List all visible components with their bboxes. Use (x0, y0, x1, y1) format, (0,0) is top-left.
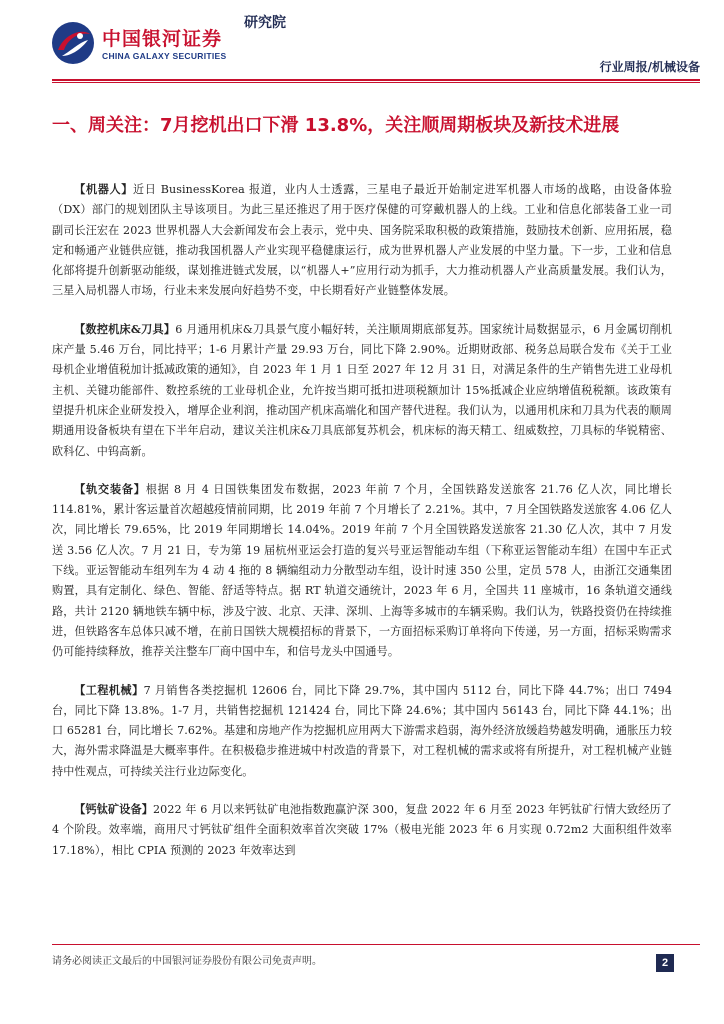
paragraph-cnc-tools (52, 320, 672, 462)
paragraph-tag: 【轨交装备】 (74, 482, 146, 496)
page-number: 2 (656, 954, 674, 972)
page-header (0, 0, 724, 80)
paragraph-text: 2022 年 6 月以来钙钛矿电池指数跑赢沪深 300，复盘 2022 年 6 月至 2023 年钙钛矿行情大致经历了 4 个阶段。效率端，商用尺寸钙钛矿组件全面积效率首次突破 17%（极电光能 2023 年 6 月实现 0.72m2 大面积组件效率 17.18%），相比 CPIA 预测的 2023 年效率达到 (52, 803, 672, 857)
logo-english-name: CHINA GALAXY SECURITIES (102, 51, 227, 61)
paragraph-rail-equipment (52, 480, 672, 663)
paragraph-tag: 【机器人】 (74, 183, 134, 196)
footer-disclaimer: 请务必阅读正文最后的中国银河证券股份有限公司免责声明。 (52, 956, 322, 967)
paragraph-tag: 【数控机床&刀具】 (74, 322, 176, 336)
paragraph-perovskite-equipment (52, 800, 672, 861)
paragraph-text: 6 月通用机床&刀具景气度小幅好转，关注顺周期底部复苏。国家统计局数据显示，6 月金属切削机床产量 5.46 万台，同比持平；1-6 月累计产量 29.93 万台，同比下降 2.90%。近期财政部、税务总局联合发布《关于工业母机企业增值税加计抵减政策的通知》，自 2023 年 1 月 1 日至 2027 年 12 月 31 日，对满足条件的生产销售先进工业母机主机、关键功能部件、数控系统的工业母机企业，允许按当期可抵扣进项税额加计 15%抵减企业应纳增值税税额。该政策有望提升机床企业研发投入，增厚企业利润，推动国产机床高端化和国产替代进程。我们认为，以通用机床和刀具为代表的顺周期通用设备板块有望在下半年启动，建议关注机床&刀具底部复苏机会，机床标的海天精工、纽威数控，刀具标的华锐精密、欧科亿、中钨高新。 (52, 322, 672, 458)
paragraph-robots (52, 180, 672, 302)
logo-chinese-name: 中国银河证券 (102, 28, 223, 50)
section-title: 一、周关注：7月挖机出口下滑 13.8%，关注顺周期板块及新技术进展 (52, 115, 620, 136)
paragraph-text: 近日 BusinessKorea 报道，业内人士透露，三星电子最近开始制定进军机器人市场的战略，由设备体验（DX）部门的规划团队主导该项目。为此三星还推迟了用于医疗保健的可穿戴机器人的上线。工业和信息化部装备工业一司副司长汪宏在 2023 世界机器人大会新闻发布会上表示，党中央、国务院采取积极的政策措施，鼓励技术创新、应用拓展，稳定和畅通产业链供应链，推动我国机器人产业实现平稳健康运行，成为世界机器人产业发展的中坚力量。下一步，工业和信息化部将提升创新驱动能级，谋划推进链式发展，以“机器人+”应用行动为抓手，大力推动机器人产业高质量发展。我们认为，三星入局机器人市场，行业未来发展向好趋势不变，中长期看好产业链整体发展。 (52, 183, 672, 298)
paragraph-construction-machinery (52, 681, 672, 782)
header-divider (52, 79, 700, 81)
paragraph-text: 7 月销售各类挖掘机 12606 台，同比下降 29.7%，其中国内 5112 台，同比下降 44.7%；出口 7494 台，同比下降 13.8%。1-7 月，共销售挖掘机 121424 台，同比下降 24.6%；其中国内 56143 台，同比下降 44.1%；出口 65281 台，同比增长 7.62%。基建和房地产作为挖掘机应用两大下游需求趋弱，海外经济放缓趋势越发明确，通胀压力较大，海外需求降温是大概率事件。在积极稳步推进城中村改造的背景下，对工程机械的需求或将有所提升，对工程机械产业链持中性观点，可持续关注行业边际变化。 (52, 683, 672, 778)
body-content (52, 180, 672, 879)
footer-divider (52, 944, 700, 945)
header-divider-thin (52, 82, 700, 83)
research-institute-label: 研究院 (244, 15, 286, 31)
galaxy-logo-icon (50, 20, 96, 66)
paragraph-tag: 【工程机械】 (74, 683, 144, 697)
paragraph-text: 根据 8 月 4 日国铁集团发布数据，2023 年前 7 个月，全国铁路发送旅客 21.76 亿人次，同比增长 114.81%，累计客运量首次超越疫情前同期，比 2019 年前 7 个月增长了 2.21%。其中，7 月全国铁路发送旅客 4.06 亿人次，同比增长 79.65%，比 2019 年同期增长 14.04%。2019 年前 7 个月全国铁路发送旅客 21.30 亿人次，其中 7 月发送 3.56 亿人次。7 月 21 日，专为第 19 届杭州亚运会打造的复兴号亚运智能动车组（下称亚运智能动车组）在国中车正式下线。亚运智能动车组列车为 4 动 4 拖的 8 辆编组动力分散型动车组，设计时速 350 公里，定员 578 人，由浙江交通集团购置，具有定制化、绿色、智能、舒适等特点。据 RT 轨道交通统计，2023 年 6 月，全国共 11 座城市，16 条轨道交通线路，共计 2120 辆地铁车辆中标，涉及宁波、北京、天津、深圳、上海等多城市的车辆采购。我们认为，铁路投资仍在持续推进，但铁路客车总体只减不增，在前日国铁大规模招标的背景下，一方面招标采购订单将向下传递，另一方面，招标采购需求仍可能持续释放，推荐关注整车厂商中国中车，和信号龙头中国通号。 (52, 482, 672, 659)
paragraph-tag: 【钙钛矿设备】 (74, 803, 154, 817)
report-type-label: 行业周报/机械设备 (599, 60, 700, 74)
